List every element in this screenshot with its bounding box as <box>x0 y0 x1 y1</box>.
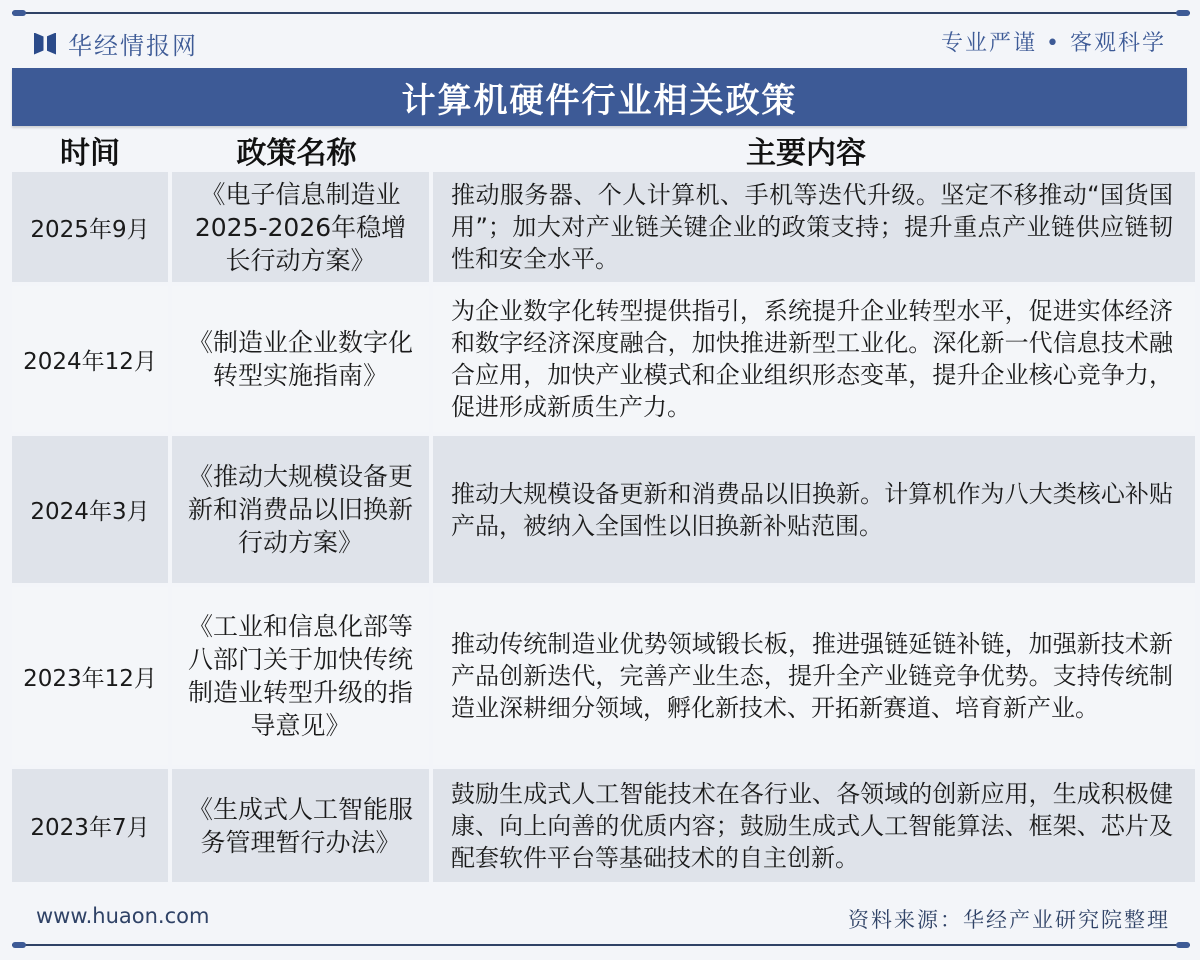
slogan: 专业严谨 • 客观科学 <box>941 31 1166 56</box>
brand-name: 华经情报网 <box>68 32 198 60</box>
column-header-policy-name: 政策名称 <box>236 136 357 171</box>
table-row <box>12 436 1187 583</box>
row-date: 2025年9月 <box>12 172 168 282</box>
bottom-divider <box>12 944 1190 946</box>
page-title: 计算机硬件行业相关政策 <box>12 68 1187 126</box>
row-content: 为企业数字化转型提供指引，系统提升企业转型水平，促进实体经济和数字经济深度融合，加快推进新型工业化。深化新一代信息技术融合应用，加快产业模式和企业组织形态变革，提升企业核心竞争力，促进形成新质生产力。 <box>433 286 1195 432</box>
brand <box>34 26 198 61</box>
row-date: 2023年12月 <box>12 587 168 765</box>
column-header-date: 时间 <box>60 136 120 171</box>
row-content: 推动大规模设备更新和消费品以旧换新。计算机作为八大类核心补贴产品，被纳入全国性以旧换新补贴范围。 <box>433 436 1195 583</box>
divider-cap-right <box>1176 10 1190 16</box>
row-policy-name: 《生成式人工智能服务管理暂行办法》 <box>172 769 429 882</box>
row-content: 推动传统制造业优势领域锻长板，推进强链延链补链，加强新技术新产品创新迭代，完善产业生态，提升全产业链竞争优势。支持传统制造业深耕细分领域，孵化新技术、开拓新赛道、培育新产业。 <box>433 587 1195 765</box>
row-content: 推动服务器、个人计算机、手机等迭代升级。坚定不移推动“国货国用”；加大对产业链关键企业的政策支持；提升重点产业链供应链韧性和安全水平。 <box>433 172 1195 282</box>
source-note: 资料来源：华经产业研究院整理 <box>848 908 1170 932</box>
top-divider <box>12 12 1190 14</box>
row-content: 鼓励生成式人工智能技术在各行业、各领域的创新应用，生成积极健康、向上向善的优质内容；鼓励生成式人工智能算法、框架、芯片及配套软件平台等基础技术的自主创新。 <box>433 769 1195 882</box>
divider-cap-left <box>12 942 26 948</box>
book-logo-icon <box>34 33 56 55</box>
divider-cap-left <box>12 10 26 16</box>
row-policy-name: 《电子信息制造业2025-2026年稳增长行动方案》 <box>172 172 429 282</box>
column-header-content: 主要内容 <box>746 136 866 171</box>
table-header <box>12 128 1187 172</box>
row-policy-name: 《推动大规模设备更新和消费品以旧换新行动方案》 <box>172 436 429 583</box>
table-row <box>12 587 1187 765</box>
row-date: 2024年12月 <box>12 286 168 432</box>
table-row <box>12 769 1187 882</box>
table-row <box>12 286 1187 432</box>
row-date: 2024年3月 <box>12 436 168 583</box>
row-policy-name: 《工业和信息化部等八部门关于加快传统制造业转型升级的指导意见》 <box>172 587 429 765</box>
policy-table <box>12 128 1187 886</box>
row-policy-name: 《制造业企业数字化转型实施指南》 <box>172 286 429 432</box>
divider-cap-right <box>1176 942 1190 948</box>
row-date: 2023年7月 <box>12 769 168 882</box>
table-row <box>12 172 1187 282</box>
website-link[interactable]: www.huaon.com <box>36 904 210 928</box>
